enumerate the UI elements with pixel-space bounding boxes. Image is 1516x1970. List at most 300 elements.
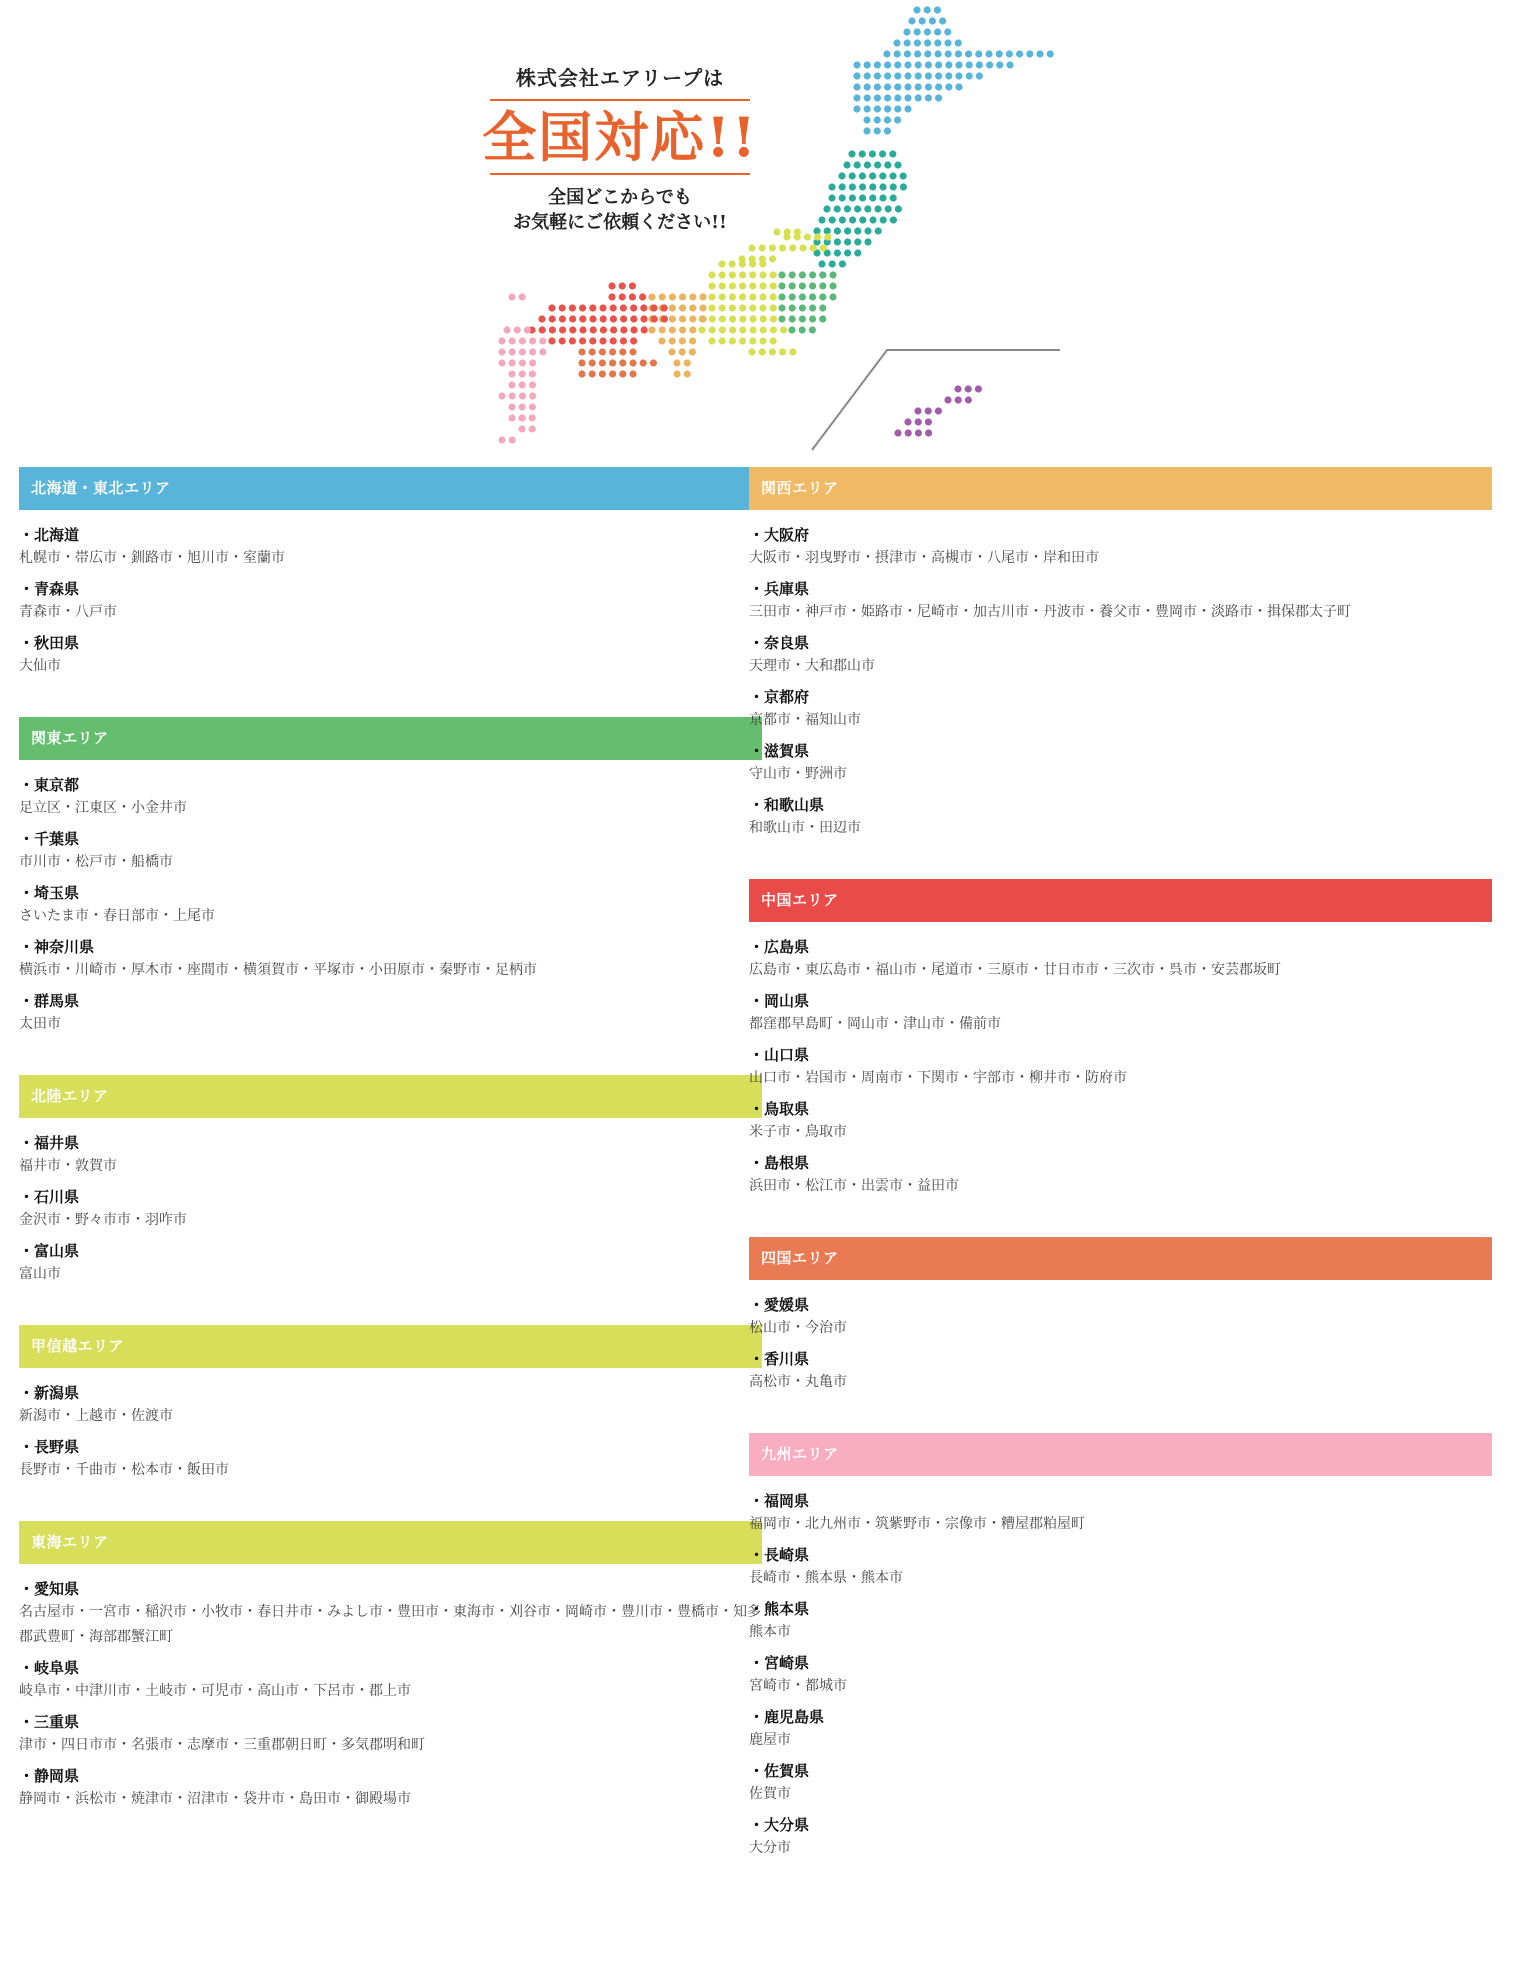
map-dot [739, 326, 746, 333]
prefecture-item [749, 1815, 1492, 1861]
map-dot [679, 304, 686, 311]
prefecture-name: ・京都府 [749, 688, 810, 706]
prefecture-name: ・大阪府 [749, 526, 810, 544]
map-dot [729, 271, 736, 278]
map-dot [629, 370, 636, 377]
prefecture-item [19, 1579, 762, 1650]
map-dot [518, 414, 525, 421]
prefecture-cities: 山口市・岩国市・周南市・下関市・宇部市・柳井市・防府市 [749, 1070, 1127, 1086]
prefecture-cities: 鹿屋市 [749, 1732, 791, 1748]
prefecture-name: ・石川県 [19, 1188, 80, 1206]
map-dot [780, 326, 787, 333]
map-dot [915, 61, 922, 68]
map-dot [834, 227, 841, 234]
map-dot [903, 28, 910, 35]
map-dot [955, 39, 962, 46]
map-dot [934, 6, 941, 13]
prefecture-item [749, 525, 1492, 571]
map-dot [689, 337, 696, 344]
map-dot [684, 370, 691, 377]
map-dot [498, 436, 505, 443]
map-dot [809, 293, 816, 300]
map-dot [739, 282, 746, 289]
map-dot [864, 227, 871, 234]
map-dot [719, 315, 726, 322]
map-dot [760, 326, 767, 333]
map-dot [819, 282, 826, 289]
area-section [19, 1521, 762, 1812]
map-dot [935, 94, 942, 101]
map-dot [519, 381, 526, 388]
prefecture-cities: 福井市・敦賀市 [19, 1158, 117, 1174]
map-dot [739, 337, 746, 344]
area-body [19, 1118, 762, 1287]
map-dot [864, 161, 871, 168]
map-dot [778, 304, 785, 311]
area-header: 関東エリア [19, 717, 762, 760]
map-dot [965, 50, 972, 57]
map-dot [834, 238, 841, 245]
map-dot [760, 315, 767, 322]
map-dot [749, 271, 756, 278]
map-dot [789, 348, 796, 355]
area-header: 九州エリア [749, 1433, 1492, 1476]
map-dot [578, 348, 585, 355]
map-dot [579, 326, 586, 333]
map-dot [699, 315, 706, 322]
map-dot [854, 227, 861, 234]
map-dot [679, 337, 686, 344]
map-dot [883, 50, 890, 57]
map-dot [925, 83, 932, 90]
map-dot [599, 370, 606, 377]
map-dot [853, 105, 860, 112]
map-dot [719, 293, 726, 300]
map-dot [759, 348, 766, 355]
prefecture-item [749, 633, 1492, 679]
map-dot [689, 304, 696, 311]
map-dot [864, 83, 871, 90]
map-dot [529, 348, 536, 355]
prefecture-cities: さいたま市・春日部市・上尾市 [19, 908, 215, 924]
map-dot [884, 72, 891, 79]
prefecture-item [749, 937, 1492, 983]
map-dot [925, 61, 932, 68]
map-dot [679, 348, 686, 355]
map-dot [620, 337, 627, 344]
map-dot [679, 326, 686, 333]
map-dot [859, 216, 866, 223]
prefecture-name: ・群馬県 [19, 992, 80, 1010]
map-dot [661, 315, 668, 322]
prefecture-name: ・奈良県 [749, 634, 810, 652]
map-dot [844, 227, 851, 234]
map-dot [849, 194, 856, 201]
prefecture-name: ・富山県 [19, 1242, 80, 1260]
map-dot [914, 50, 921, 57]
map-dot [651, 315, 658, 322]
map-dot [498, 337, 505, 344]
map-dot [874, 161, 881, 168]
map-dot [729, 315, 736, 322]
map-dot [955, 72, 962, 79]
map-dot [699, 293, 706, 300]
map-dot [498, 359, 505, 366]
map-dot [914, 28, 921, 35]
map-dot [529, 414, 536, 421]
map-dot [640, 304, 647, 311]
map-dot [863, 127, 870, 134]
prefecture-cities: 米子市・鳥取市 [749, 1124, 847, 1140]
map-dot [579, 315, 586, 322]
map-dot [925, 72, 932, 79]
map-dot [904, 72, 911, 79]
prefecture-cities: 天理市・大和郡山市 [749, 658, 875, 674]
prefecture-name: ・北海道 [19, 526, 80, 544]
map-dot [770, 282, 777, 289]
map-dot [789, 315, 796, 322]
map-dot [669, 315, 676, 322]
map-dot [539, 326, 546, 333]
map-dot [578, 359, 585, 366]
map-dot [729, 260, 736, 267]
prefecture-name: ・長崎県 [749, 1546, 810, 1564]
map-dot [610, 315, 617, 322]
map-dot [529, 425, 536, 432]
map-dot [659, 326, 666, 333]
prefecture-name: ・滋賀県 [749, 742, 810, 760]
map-dot [661, 304, 668, 311]
map-dot [749, 304, 756, 311]
area-body [19, 760, 762, 1037]
area-section [19, 1075, 762, 1287]
map-dot [708, 271, 715, 278]
map-dot [748, 348, 755, 355]
prefecture-cities: 富山市 [19, 1266, 61, 1282]
map-dot [799, 244, 806, 251]
map-dot [818, 260, 825, 267]
map-dot [718, 260, 725, 267]
map-dot [874, 205, 881, 212]
area-header: 四国エリア [749, 1237, 1492, 1280]
map-dot [879, 172, 886, 179]
map-dot [844, 205, 851, 212]
map-dot [799, 271, 806, 278]
map-dot [874, 116, 881, 123]
map-dot [829, 271, 836, 278]
map-dot [789, 282, 796, 289]
map-dot [889, 150, 896, 157]
prefecture-item [749, 1545, 1492, 1591]
map-dot [976, 72, 983, 79]
map-dot [569, 326, 576, 333]
prefecture-cities: 福岡市・北九州市・筑紫野市・宗像市・糟屋郡粕屋町 [749, 1516, 1085, 1532]
prefecture-item [749, 1707, 1492, 1753]
map-dot [955, 50, 962, 57]
map-dot [844, 249, 851, 256]
prefecture-cities: 大阪市・羽曳野市・摂津市・高槻市・八尾市・岸和田市 [749, 550, 1099, 566]
prefecture-item [19, 1766, 762, 1812]
map-dot [924, 6, 931, 13]
map-dot [904, 61, 911, 68]
map-dot [834, 205, 841, 212]
map-dot [820, 244, 827, 251]
map-dot [600, 315, 607, 322]
prefecture-cities: 京都市・福知山市 [749, 712, 861, 728]
map-dot [630, 315, 637, 322]
map-dot [600, 326, 607, 333]
map-dot [829, 282, 836, 289]
map-dot [884, 127, 891, 134]
map-dot [869, 183, 876, 190]
area-body [19, 1368, 762, 1483]
map-dot [650, 304, 657, 311]
map-dot [799, 315, 806, 322]
prefecture-name: ・青森県 [19, 580, 80, 598]
prefecture-item [19, 883, 762, 929]
prefecture-item [749, 1295, 1492, 1341]
map-dot [985, 50, 992, 57]
map-dot [799, 304, 806, 311]
map-dot [809, 326, 816, 333]
map-dot [519, 293, 526, 300]
map-dot [538, 315, 545, 322]
map-dot [619, 370, 626, 377]
prefecture-item [19, 525, 762, 571]
map-dot [884, 61, 891, 68]
map-dot [788, 326, 795, 333]
prefecture-item [749, 1045, 1492, 1091]
prefecture-cities: 宮崎市・都城市 [749, 1678, 847, 1694]
map-dot [895, 205, 902, 212]
map-dot [658, 337, 665, 344]
prefecture-name: ・熊本県 [749, 1600, 810, 1618]
map-dot [620, 326, 627, 333]
area-header: 中国エリア [749, 879, 1492, 922]
prefecture-cities: 津市・四日市市・名張市・志摩市・三重郡朝日町・多気郡明和町 [19, 1737, 425, 1753]
map-dot [925, 94, 932, 101]
map-dot [778, 293, 785, 300]
map-dot [629, 348, 636, 355]
map-dot [965, 385, 972, 392]
map-dot [955, 61, 962, 68]
map-dot [641, 326, 648, 333]
prefecture-name: ・兵庫県 [749, 580, 810, 598]
map-dot [508, 414, 515, 421]
map-dot [819, 315, 826, 322]
map-dot [986, 61, 993, 68]
map-dot [668, 348, 675, 355]
map-dot [915, 72, 922, 79]
map-dot [944, 28, 951, 35]
map-dot [739, 293, 746, 300]
map-dot [1036, 50, 1043, 57]
map-dot [599, 304, 606, 311]
map-dot [519, 392, 526, 399]
map-dot [749, 260, 756, 267]
prefecture-cities: 都窪郡早島町・岡山市・津山市・備前市 [749, 1016, 1001, 1032]
map-dot [844, 238, 851, 245]
map-dot [890, 194, 897, 201]
prefecture-cities: 三田市・神戸市・姫路市・尼崎市・加古川市・丹波市・養父市・豊岡市・淡路市・揖保郡太子町 [749, 604, 1351, 620]
prefecture-item [19, 1133, 762, 1179]
map-dot [884, 161, 891, 168]
map-dot [519, 337, 526, 344]
map-dot [854, 238, 861, 245]
map-dot [689, 293, 696, 300]
map-dot [799, 282, 806, 289]
map-dot [976, 61, 983, 68]
map-dot [630, 337, 637, 344]
map-dot [869, 216, 876, 223]
map-dot [890, 216, 897, 223]
map-dot [739, 304, 746, 311]
map-dot [839, 260, 846, 267]
map-dot [729, 293, 736, 300]
prefecture-item [19, 1383, 762, 1429]
map-dot [853, 83, 860, 90]
map-dot [859, 194, 866, 201]
map-dot [935, 61, 942, 68]
map-dot [739, 271, 746, 278]
prefecture-cities: 静岡市・浜松市・焼津市・沼津市・袋井市・島田市・御殿場市 [19, 1791, 411, 1807]
map-dot [874, 61, 881, 68]
map-dot [529, 337, 536, 344]
map-dot [619, 293, 626, 300]
prefecture-item [19, 1658, 762, 1704]
okinawa-inset-line [812, 350, 1060, 450]
map-dot [773, 228, 780, 235]
map-dot [809, 304, 816, 311]
prefecture-item [749, 1153, 1492, 1199]
map-dot [904, 50, 911, 57]
map-dot [599, 337, 606, 344]
map-dot [869, 150, 876, 157]
map-dot [729, 326, 736, 333]
map-dot [508, 381, 515, 388]
map-dot [1006, 50, 1013, 57]
map-dot [698, 326, 705, 333]
map-dot [884, 105, 891, 112]
map-dot [609, 348, 616, 355]
prefecture-item [749, 1761, 1492, 1807]
map-dot [894, 72, 901, 79]
map-dot [809, 282, 816, 289]
map-dot [519, 359, 526, 366]
map-dot [810, 244, 817, 251]
map-dot [759, 337, 766, 344]
map-dot [919, 17, 926, 24]
prefecture-item [19, 775, 762, 821]
prefecture-name: ・新潟県 [19, 1384, 80, 1402]
map-dot [548, 304, 555, 311]
prefecture-cities: 金沢市・野々市市・羽咋市 [19, 1212, 187, 1228]
map-dot [619, 348, 626, 355]
map-dot [864, 72, 871, 79]
map-dot [608, 293, 615, 300]
map-dot [879, 150, 886, 157]
prefecture-name: ・東京都 [19, 776, 80, 794]
map-dot [689, 348, 696, 355]
map-dot [818, 216, 825, 223]
map-dot [708, 337, 715, 344]
map-dot [529, 381, 536, 388]
map-dot [539, 337, 546, 344]
map-dot [630, 326, 637, 333]
map-dot [966, 72, 973, 79]
map-dot [945, 50, 952, 57]
map-dot [610, 326, 617, 333]
map-dot [904, 39, 911, 46]
map-dot [894, 105, 901, 112]
map-dot [874, 94, 881, 101]
map-dot [884, 83, 891, 90]
map-dot [975, 50, 982, 57]
map-dot [779, 244, 786, 251]
map-dot [673, 359, 680, 366]
prefecture-name: ・愛媛県 [749, 1296, 810, 1314]
prefecture-cities: 長崎市・熊本県・熊本市 [749, 1570, 903, 1586]
area-body [749, 922, 1492, 1199]
map-dot [630, 304, 637, 311]
prefecture-cities: 守山市・野洲市 [749, 766, 847, 782]
area-section [749, 1433, 1492, 1861]
prefecture-cities: 青森市・八戸市 [19, 604, 117, 620]
prefecture-name: ・佐賀県 [749, 1762, 810, 1780]
area-header: 北陸エリア [19, 1075, 762, 1118]
map-dot [539, 348, 546, 355]
map-dot [769, 255, 776, 262]
map-dot [559, 337, 566, 344]
map-dot [508, 403, 515, 410]
map-dot [799, 293, 806, 300]
area-column-left [19, 467, 762, 1850]
map-dot [799, 326, 806, 333]
map-dot [874, 105, 881, 112]
map-dot [905, 429, 912, 436]
map-dot [944, 39, 951, 46]
map-dot [508, 370, 515, 377]
map-dot [904, 83, 911, 90]
map-dot [514, 326, 521, 333]
map-dot [864, 94, 871, 101]
map-dot [859, 150, 866, 157]
prefecture-cities: 広島市・東広島市・福山市・尾道市・三原市・廿日市市・三次市・呉市・安芸郡坂町 [749, 962, 1281, 978]
map-dot [890, 183, 897, 190]
map-dot [610, 337, 617, 344]
map-dot [829, 293, 836, 300]
prefecture-cities: 大仙市 [19, 658, 61, 674]
map-dot [854, 205, 861, 212]
area-body [749, 1280, 1492, 1395]
map-dot [648, 326, 655, 333]
map-dot [900, 183, 907, 190]
map-dot [894, 94, 901, 101]
map-dot [589, 370, 596, 377]
map-dot [834, 249, 841, 256]
prefecture-name: ・宮崎県 [749, 1654, 810, 1672]
map-dot [719, 326, 726, 333]
prefecture-name: ・大分県 [749, 1816, 810, 1834]
map-dot [874, 72, 881, 79]
map-dot [884, 94, 891, 101]
map-dot [620, 315, 627, 322]
map-dot [669, 337, 676, 344]
map-dot [778, 282, 785, 289]
map-dot [589, 315, 596, 322]
prefecture-cities: 高松市・丸亀市 [749, 1374, 847, 1390]
prefecture-name: ・埼玉県 [19, 884, 80, 902]
